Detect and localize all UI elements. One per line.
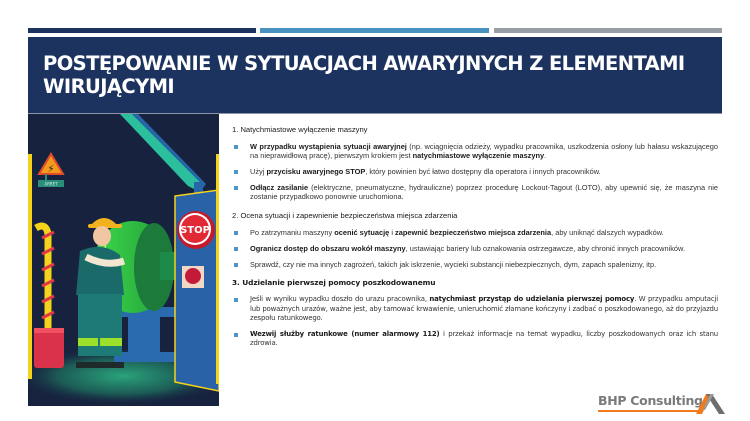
bullet-icon bbox=[234, 231, 238, 235]
logo-underline bbox=[598, 410, 698, 412]
bullet-icon bbox=[234, 333, 238, 337]
section-assess-situation bbox=[232, 211, 718, 269]
list-item: Ogranicz dostęp do obszaru wokół maszyny, ustawiając bariery lub oznakowania ostrzegawcze, aby chronić innych pracowników. bbox=[232, 244, 718, 253]
list-item: Wezwij służby ratunkowe (numer alarmowy 112) i przekaż informacje na temat wypadku, liczby poszkodowanych oraz ich stanu zdrowia. bbox=[232, 330, 718, 349]
bullet-list bbox=[232, 228, 718, 269]
bullet-icon bbox=[234, 145, 238, 149]
emphasis-text: W przypadku wystąpienia sytuacji awaryjnej bbox=[250, 142, 407, 151]
emphasis-text: ocenić sytuację bbox=[334, 227, 390, 237]
list-item: Sprawdź, czy nie ma innych zagrożeń, takich jak iskrzenie, wycieki substancji niebezpiecznych, dym, zapach spalenizny, itp. bbox=[232, 260, 718, 269]
bhp-consulting-logo bbox=[598, 390, 726, 416]
bullet-icon bbox=[234, 298, 238, 302]
bullet-icon bbox=[234, 263, 238, 267]
bullet-icon bbox=[234, 186, 238, 190]
emphasis-text: Ogranicz dostęp do obszaru wokół maszyny bbox=[250, 243, 406, 253]
warning-icon: ⚡ bbox=[47, 164, 55, 175]
header-bar-dark bbox=[28, 28, 256, 33]
emphasis-text: natychmiast przystąp do udzielania pierwszej pomocy bbox=[429, 295, 635, 304]
bullet-list bbox=[232, 142, 718, 201]
machine-emergency-illustration bbox=[28, 114, 219, 406]
list-item: Użyj przycisku awaryjnego STOP, który powinien być łatwo dostępny dla operatora i innych pracowników. bbox=[232, 167, 718, 176]
header-bar-gray bbox=[494, 28, 722, 33]
section-first-aid bbox=[232, 278, 718, 348]
bullet-icon bbox=[234, 247, 238, 251]
emphasis-text: Odłącz zasilanie bbox=[250, 182, 309, 192]
list-item: Po zatrzymaniu maszyny ocenić sytuację i zapewnić bezpieczeństwo miejsca zdarzenia, aby uniknąć dalszych wypadków. bbox=[232, 228, 718, 237]
slide-title: POSTĘPOWANIE W SYTUACJACH AWARYJNYCH Z ELEMENTAMI WIRUJĄCYMI bbox=[43, 52, 685, 98]
emphasis-text: przycisku awaryjnego STOP bbox=[266, 167, 366, 177]
list-item: Jeśli w wyniku wypadku doszło do urazu pracownika, natychmiast przystąp do udzielania pierwszej pomocy. W przypadku amputacji lub poważnych urazów, ważne jest, aby tamować krwawienie, unieruchomić złamane kończyny i zadbać o poszkodowanego, aż do przyjazdu zespołu ratunkowego. bbox=[232, 295, 718, 323]
stop-button-icon: STOP bbox=[180, 225, 210, 236]
logo-chevron-icon bbox=[696, 390, 726, 416]
bullet-list bbox=[232, 295, 718, 348]
header-bar-blue bbox=[260, 28, 489, 33]
emphasis-text: natychmiastowe wyłączenie maszyny bbox=[412, 151, 545, 161]
emphasis-text: Wezwij służby ratunkowe (numer alarmowy 112) bbox=[250, 329, 440, 338]
logo-text: BHP Consulting bbox=[598, 393, 703, 408]
section-heading: 2. Ocena sytuacji i zapewnienie bezpieczeństwa miejsca zdarzenia bbox=[232, 210, 458, 220]
svg-text:ARRET: ARRET bbox=[44, 181, 58, 187]
content-area bbox=[232, 125, 718, 355]
list-item: Odłącz zasilanie (elektryczne, pneumatyczne, hydrauliczne) poprzez procedurę Lockout-Tagout (LOTO), aby upewnić się, że maszyna nie zostanie przypadkowo ponownie uruchomiona. bbox=[232, 183, 718, 202]
list-item: W przypadku wystąpienia sytuacji awaryjnej (np. wciągnięcia odzieży, wypadku pracownika, uszkodzenia osłony lub hałasu wskazującego na nieprawidłową pracę), pierwszym krokiem jest natychmiastowe wyłączenie maszyny. bbox=[232, 142, 718, 161]
section-heading: 3. Udzielanie pierwszej pomocy poszkodowanemu bbox=[232, 278, 436, 288]
section-heading: 1. Natychmiastowe wyłączenie maszyny bbox=[232, 125, 368, 134]
bullet-icon bbox=[234, 170, 238, 174]
section-immediate-shutdown bbox=[232, 125, 718, 201]
title-band bbox=[28, 37, 722, 114]
emphasis-text: zapewnić bezpieczeństwo miejsca zdarzenia bbox=[395, 227, 552, 237]
